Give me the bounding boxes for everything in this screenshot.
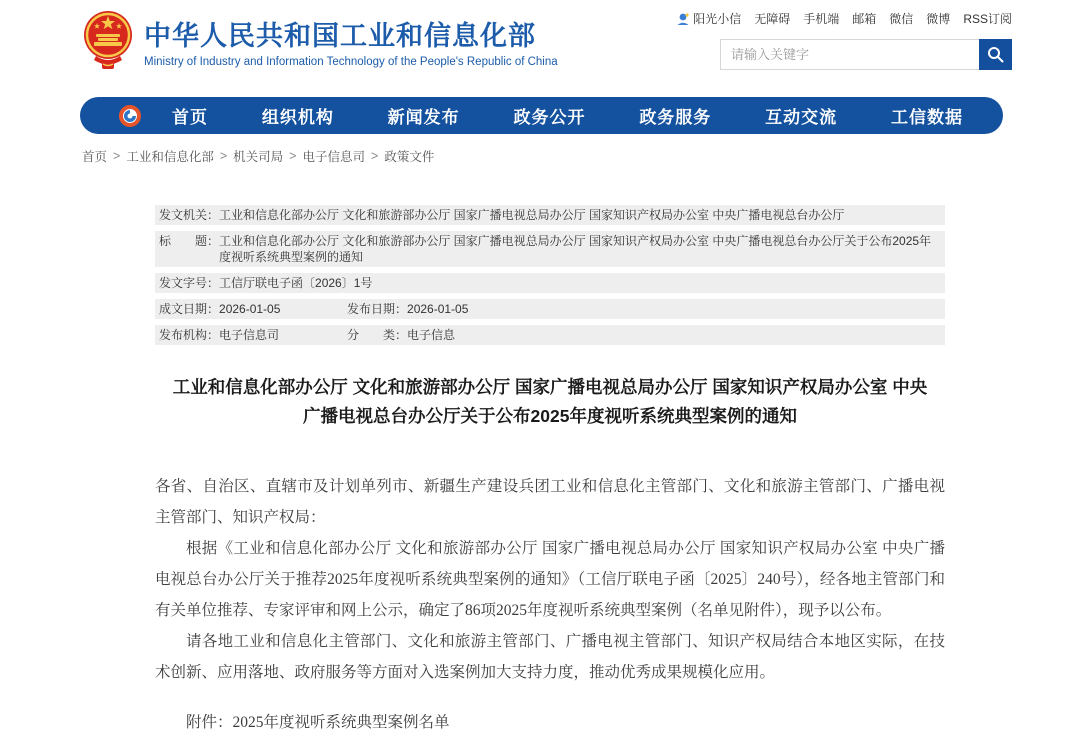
- meta-value-publish-date: 2026-01-05: [407, 302, 469, 316]
- quick-link-mail[interactable]: 邮箱: [852, 12, 877, 26]
- meta-row-doc-no: [155, 273, 945, 293]
- breadcrumb-policy-documents[interactable]: 政策文件: [384, 150, 435, 164]
- nav-item-news[interactable]: 新闻发布: [387, 108, 460, 127]
- breadcrumb-separator: >: [371, 149, 379, 163]
- nav-item-miit-data[interactable]: 工信数据: [890, 108, 963, 127]
- meta-value-title: 工业和信息化部办公厅 文化和旅游部办公厅 国家广播电视总局办公厅 国家知识产权局办公室 中央广播电视总台办公厅关于公布2025年度视听系统典型案例的通知: [219, 234, 932, 264]
- breadcrumb-departments[interactable]: 机关司局: [233, 150, 284, 164]
- quick-link-sunshine-label: 阳光小信: [693, 12, 742, 26]
- quick-link-rss[interactable]: RSS订阅: [963, 12, 1012, 26]
- meta-value-publish-org: 电子信息司: [219, 328, 280, 342]
- sunshine-avatar-icon: [676, 12, 690, 26]
- meta-value-doc-no: 工信厅联电子函〔2026〕1号: [219, 276, 373, 290]
- meta-row-title: [155, 231, 945, 267]
- meta-label-doc-no: 发文字号：: [159, 276, 220, 290]
- nav-item-gov-services[interactable]: 政务服务: [639, 108, 712, 127]
- quick-link-sunshine[interactable]: [676, 10, 741, 27]
- quick-link-mobile[interactable]: 手机端: [803, 12, 840, 26]
- search-button[interactable]: [979, 39, 1012, 70]
- breadcrumb-home[interactable]: 首页: [82, 150, 108, 164]
- breadcrumb-electronic-info-dept[interactable]: 电子信息司: [302, 150, 365, 164]
- meta-value-written-date: 2026-01-05: [219, 302, 281, 316]
- breadcrumb-miit[interactable]: 工业和信息化部: [126, 150, 214, 164]
- document-title: 工业和信息化部办公厅 文化和旅游部办公厅 国家广播电视总局办公厅 国家知识产权局办公室 中央广播电视总台办公厅关于公布2025年度视听系统典型案例的通知: [172, 377, 928, 426]
- main-navbar: [80, 97, 1003, 134]
- miit-gear-logo-icon[interactable]: [118, 104, 142, 128]
- site-subtitle: Ministry of Industry and Information Technology of the People's Republic of China: [144, 56, 558, 69]
- page-header: [0, 0, 1080, 92]
- meta-row-org-category: [155, 325, 945, 345]
- meta-label-issuing-org: 发文机关：: [159, 208, 220, 222]
- search-icon: [987, 46, 1004, 63]
- site-title: 中华人民共和国工业和信息化部: [144, 21, 536, 51]
- quick-links-bar: [693, 10, 1012, 27]
- national-emblem-icon: [82, 8, 134, 76]
- meta-value-issuing-org: 工业和信息化部办公厅 文化和旅游部办公厅 国家广播电视总局办公厅 国家知识产权局办公室 中央广播电视总台办公厅: [219, 208, 845, 222]
- meta-label-category: 分 类：: [347, 328, 408, 342]
- nav-item-organization[interactable]: 组织机构: [261, 108, 334, 127]
- meta-label-publish-date: 发布日期：: [347, 302, 408, 316]
- meta-row-issuing-org: [155, 205, 945, 225]
- document-container: [155, 205, 945, 732]
- nav-item-gov-disclosure[interactable]: 政务公开: [513, 108, 586, 127]
- breadcrumb-separator: >: [113, 149, 121, 163]
- breadcrumb-separator: >: [289, 149, 297, 163]
- meta-row-dates: [155, 299, 945, 319]
- site-logo-link[interactable]: [82, 8, 558, 76]
- attachment-line: 附件：2025年度视听系统典型案例名单: [186, 714, 450, 731]
- document-paragraph-basis: 根据《工业和信息化部办公厅 文化和旅游部办公厅 国家广播电视总局办公厅 国家知识产权局办公室 中央广播电视总台办公厅关于推荐2025年度视听系统典型案例的通知》（工信厅联电子函〔2025〕240号），经各地主管部门和有关单位推荐、专家评审和网上公示，确定了86项2025年度视听系统典型案例（名单见附件），现予以公布。: [155, 540, 945, 619]
- search-input[interactable]: [720, 39, 979, 70]
- meta-label-title: 标 题：: [159, 234, 220, 248]
- document-body: [155, 471, 945, 688]
- quick-link-accessibility[interactable]: 无障碍: [754, 12, 791, 26]
- nav-item-interaction[interactable]: 互动交流: [765, 108, 838, 127]
- breadcrumb-separator: >: [219, 149, 228, 163]
- quick-link-wechat[interactable]: 微信: [889, 12, 914, 26]
- nav-item-home[interactable]: 首页: [172, 108, 208, 127]
- meta-label-written-date: 成文日期：: [159, 302, 220, 316]
- document-paragraph-request: 请各地工业和信息化主管部门、文化和旅游主管部门、广播电视主管部门、知识产权局结合本地区实际，在技术创新、应用落地、政府服务等方面对入选案例加大支持力度，推动优秀成果规模化应用。: [155, 633, 945, 681]
- document-paragraph-salutation: 各省、自治区、直辖市及计划单列市、新疆生产建设兵团工业和信息化主管部门、文化和旅游主管部门、广播电视主管部门、知识产权局：: [155, 478, 945, 526]
- meta-label-publish-org: 发布机构：: [159, 328, 220, 342]
- meta-value-category: 电子信息: [407, 328, 456, 342]
- quick-link-weibo[interactable]: 微博: [926, 12, 951, 26]
- breadcrumb: [82, 147, 434, 165]
